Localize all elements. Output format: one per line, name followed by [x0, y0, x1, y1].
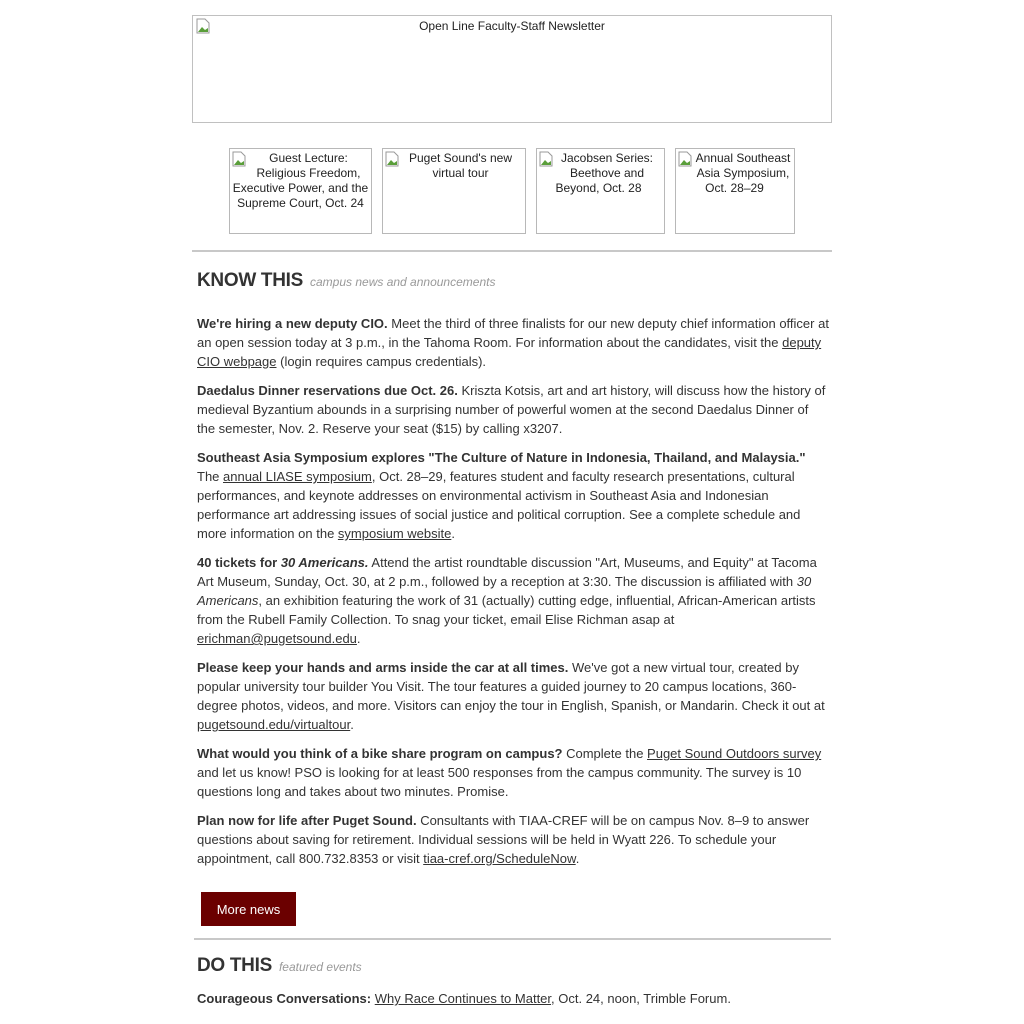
thumb-asia-symposium[interactable]: [675, 148, 795, 234]
headline: 40 tickets for: [197, 555, 281, 570]
text: and let us know! PSO is looking for at least 500 responses from the campus community. The survey is 10 questions long and takes about two minutes. Promise.: [197, 765, 802, 799]
thumb-alt-text: Annual Southeast Asia Symposium, Oct. 28–29: [695, 151, 791, 195]
events-list: [197, 989, 829, 1008]
news-item: [197, 553, 829, 648]
text: (login requires campus credentials).: [276, 354, 487, 369]
text: The: [197, 469, 224, 484]
headline: Daedalus Dinner reservations due Oct. 26.: [197, 383, 458, 398]
event-item: [197, 989, 829, 1008]
news-item: [197, 314, 829, 371]
link[interactable]: tiaa-cref.org/ScheduleNow: [423, 851, 576, 866]
text: , Oct. 24, noon, Trimble Forum.: [551, 991, 731, 1006]
news-item: [197, 658, 829, 734]
text: .: [356, 631, 361, 646]
link[interactable]: deputy CIO webpage: [197, 335, 822, 369]
featured-thumbnails: [192, 148, 832, 234]
headline: What would you think of a bike share program on campus?: [197, 746, 563, 761]
headline: We're hiring a new deputy CIO.: [197, 316, 388, 331]
banner-image[interactable]: [192, 15, 832, 123]
text: .: [451, 526, 455, 541]
text: Meet the third of three finalists for our new deputy chief information officer at an open session today at 3 p.m., in the Tahoma Room. For information about the candidates, visit the: [197, 316, 829, 350]
news-list: [197, 314, 829, 878]
thumb-alt-text: Guest Lecture: Religious Freedom, Executive Power, and the Supreme Court, Oct. 24: [232, 151, 369, 210]
section-title: KNOW THIS: [197, 270, 304, 291]
divider: [192, 250, 832, 252]
headline: Please keep your hands and arms inside the car at all times.: [197, 660, 569, 675]
section-subtitle: featured events: [278, 960, 362, 974]
text: We've got a new virtual tour, created by popular university tour builder You Visit. The tour features a guided journey to 20 campus locations, 360-degree photos, videos, and more. Visitors can enjoy the tour in English, Spanish, or Mandarin. Check it out at: [197, 660, 825, 713]
news-item: [197, 744, 829, 801]
text: Kriszta Kotsis, art and art history, will discuss how the history of medieval Byzantium abounds in a surprising number of powerful women at the second Daedalus Dinner of the semester, Nov. 2. Reserve your seat ($15) by calling x3207.: [197, 383, 826, 436]
broken-image-icon: [539, 151, 553, 167]
link[interactable]: pugetsound.edu/virtualtour: [197, 717, 351, 732]
more-news-button[interactable]: More news: [201, 892, 296, 926]
headline: Courageous Conversations:: [197, 991, 372, 1006]
broken-image-icon: [385, 151, 399, 167]
text: Complete the: [562, 746, 648, 761]
thumb-guest-lecture[interactable]: [229, 148, 372, 234]
text: .: [575, 851, 580, 866]
headline: Plan now for life after Puget Sound.: [197, 813, 417, 828]
text: Consultants with TIAA-CREF will be on campus Nov. 8–9 to answer questions about saving for retirement. Individual sessions will be held in Wyatt 226. To schedule your appointment, call 800.732.8353 or visit: [197, 813, 810, 866]
banner-alt-text: Open Line Faculty-Staff Newsletter: [419, 19, 605, 33]
section-subtitle: campus news and announcements: [310, 275, 496, 289]
thumb-alt-text: Puget Sound's new virtual tour: [408, 151, 513, 180]
thumb-alt-text: Jacobsen Series: Beethove and Beyond, Oct. 28: [555, 151, 654, 195]
broken-image-icon: [196, 18, 210, 34]
text: Attend the artist roundtable discussion "Art, Museums, and Equity" at Tacoma Art Museum, Sunday, Oct. 30, at 2 p.m., followed by a reception at 3:30. The discussion is affiliated with: [197, 555, 817, 589]
text: 30 Americans: [197, 574, 812, 608]
broken-image-icon: [678, 151, 692, 167]
link[interactable]: Puget Sound Outdoors survey: [647, 746, 822, 761]
headline: 30 Americans.: [280, 555, 369, 570]
section-title: DO THIS: [197, 955, 272, 976]
link[interactable]: symposium website: [337, 526, 452, 541]
news-item: [197, 811, 829, 868]
thumb-virtual-tour[interactable]: [382, 148, 526, 234]
broken-image-icon: [232, 151, 246, 167]
link[interactable]: Why Race Continues to Matter: [374, 991, 552, 1006]
know-this-heading: [197, 270, 495, 292]
link[interactable]: erichman@pugetsound.edu: [197, 631, 357, 646]
news-item: [197, 448, 829, 543]
link[interactable]: annual LIASE symposium: [223, 469, 372, 484]
do-this-heading: [197, 955, 362, 977]
text: , Oct. 28–29, features student and faculty research presentations, cultural performances, and keynote addresses on environmental activism in Southeast Asia and Indonesian performance art addressing issues of social justice and political corruption. See a complete schedule and more information on the: [197, 469, 801, 541]
news-item: [197, 381, 829, 438]
text: , an exhibition featuring the work of 31 (actually) cutting edge, influential, African-American artists from the Rubell Family Collection. To snag your ticket, email Elise Richman asap at: [197, 593, 816, 627]
text: .: [350, 717, 354, 732]
divider: [194, 938, 831, 940]
headline: Southeast Asia Symposium explores "The Culture of Nature in Indonesia, Thailand, and Malaysia.": [197, 450, 806, 465]
thumb-jacobsen-series[interactable]: [536, 148, 665, 234]
